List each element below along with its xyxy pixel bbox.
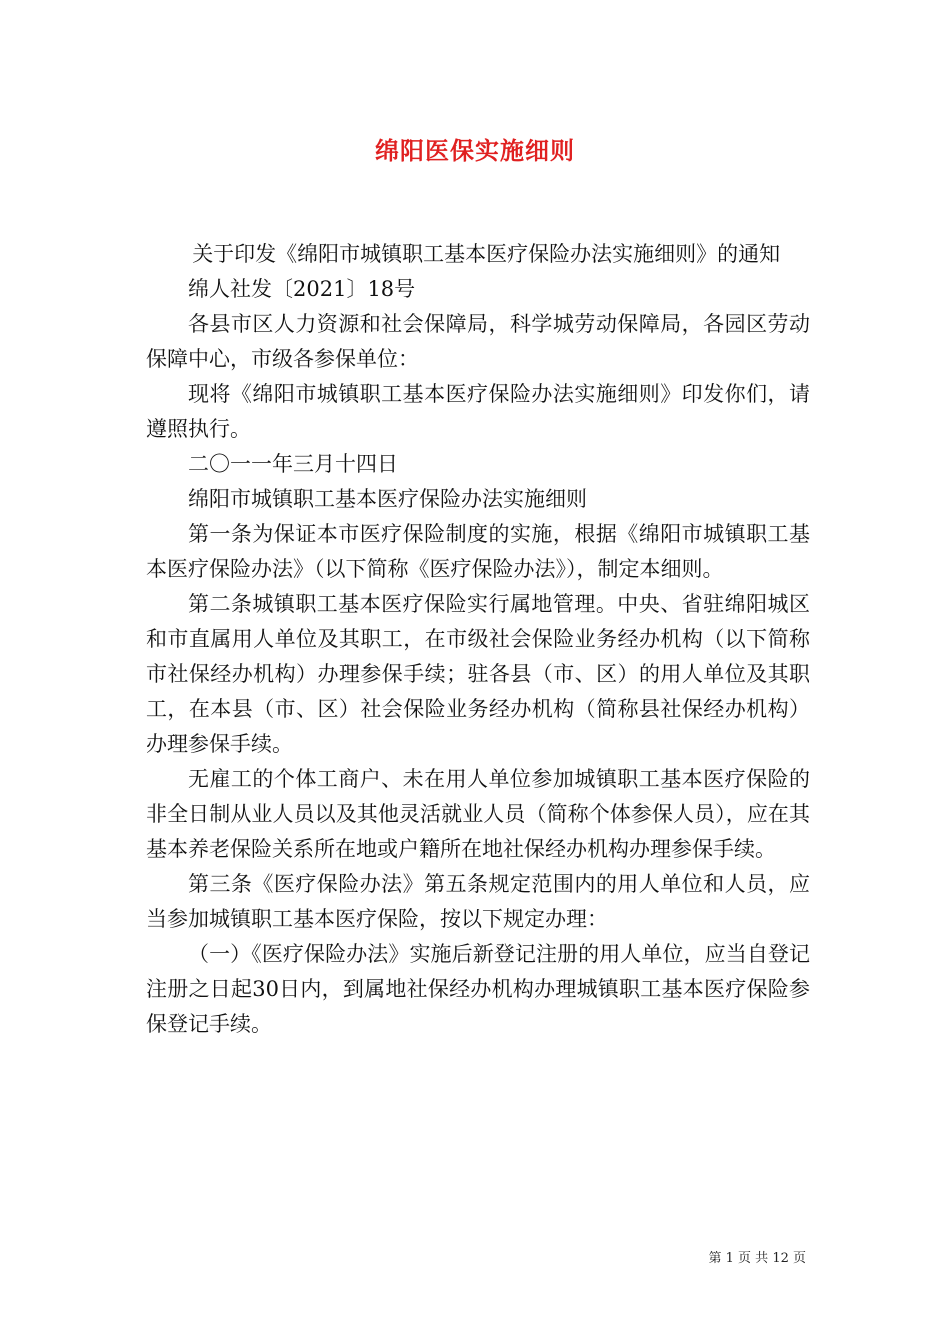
addressee-paragraph: 各县市区人力资源和社会保障局，科学城劳动保障局，各园区劳动保障中心，市级各参保单位：	[146, 312, 810, 371]
article-3: 第三条《医疗保险办法》第五条规定范围内的用人单位和人员，应当参加城镇职工基本医疗保险，按以下规定办理：	[146, 872, 810, 931]
document-title: 绵阳医保实施细则	[375, 136, 575, 165]
document-body	[146, 237, 810, 1042]
article-1: 第一条为保证本市医疗保险制度的实施，根据《绵阳市城镇职工基本医疗保险办法》（以下简称《医疗保险办法》），制定本细则。	[146, 522, 810, 581]
article-2: 第二条城镇职工基本医疗保险实行属地管理。中央、省驻绵阳城区和市直属用人单位及其职工，在市级社会保险业务经办机构（以下简称市社保经办机构）办理参保手续；驻各县（市、区）的用人单位及其职工，在本县（市、区）社会保险业务经办机构（简称县社保经办机构）办理参保手续。	[146, 592, 810, 756]
article-3-item-1: （一）《医疗保险办法》实施后新登记注册的用人单位，应当自登记注册之日起30日内，到属地社保经办机构办理城镇职工基本医疗保险参保登记手续。	[146, 942, 810, 1036]
notice-heading: 关于印发《绵阳市城镇职工基本医疗保险办法实施细则》的通知	[192, 242, 781, 266]
notice-date: 二〇一一年三月十四日	[188, 452, 398, 476]
page-footer	[0, 1247, 806, 1266]
document-number: 绵人社发〔2021〕18号	[188, 277, 416, 301]
notice-body-paragraph: 现将《绵阳市城镇职工基本医疗保险办法实施细则》印发你们，请遵照执行。	[146, 382, 810, 441]
article-2-continued: 无雇工的个体工商户、未在用人单位参加城镇职工基本医疗保险的非全日制从业人员以及其他灵活就业人员（简称个体参保人员），应在其基本养老保险关系所在地或户籍所在地社保经办机构办理参保手续。	[146, 767, 810, 861]
page-number-label: 第 1 页 共 12 页	[708, 1251, 806, 1266]
rules-heading: 绵阳市城镇职工基本医疗保险办法实施细则	[188, 487, 587, 511]
